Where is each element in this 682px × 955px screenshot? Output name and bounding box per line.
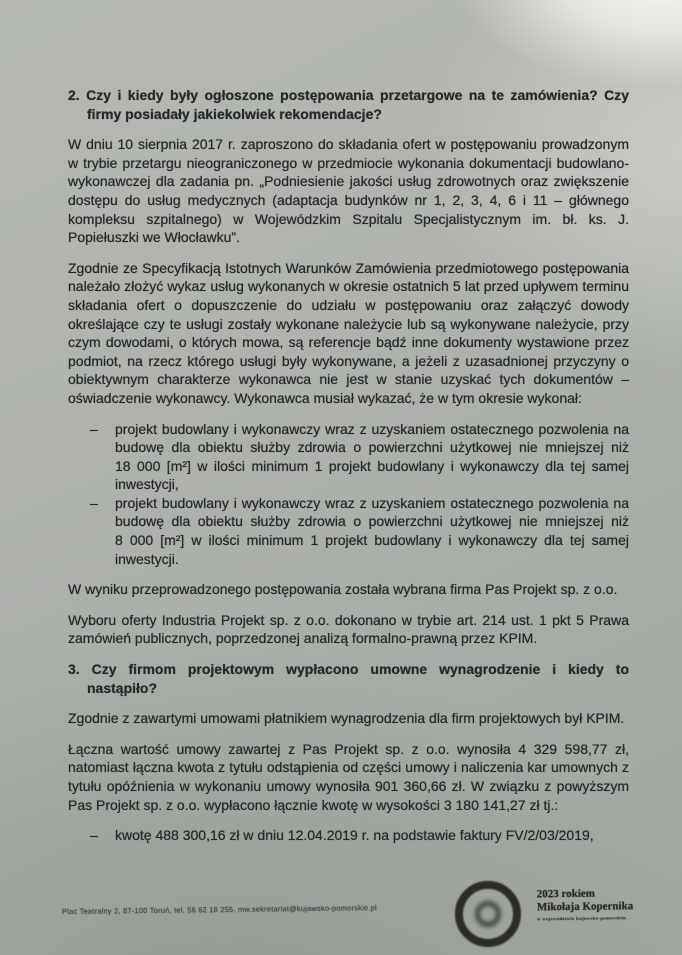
copernicus-eye-icon [455, 881, 522, 948]
paragraph-invitation: W dniu 10 sierpnia 2017 r. zaproszono do składania ofert w postępowaniu prowadzonym w trybie przetargu nieograniczonego w przedmiocie wykonania dokumentacji budowlano-wykonawczej dla zadania pn. „Podniesienie jakości usług zdrowotnych oraz zwiększenie dostępu do usług medycznych (adaptacja budynków nr 1, 2, 3, 4, 6 i 11 – głównego kompleksu szpitalnego) w Wojewódzkim Szpitalu Specjalistycznym im. bł. ks. J. Popiełuszki we Włocławku”. [68, 136, 629, 246]
list-item-text: projekt budowlany i wykonawczy wraz z uzyskaniem ostatecznego pozwolenia na budowę dla obiektu służby zdrowia o powierzchni użytkowej nie mniejszej niż 8 000 [m²] w ilości minimum 1 projekt budowlany i wykonawczy dla tej samej inwestycji. [115, 494, 629, 567]
question-2-heading: 2. Czy i kiedy były ogłoszone postępowania przetargowe na te zamówienia? Czy firmy posiadały jakiekolwiek rekomendacje? [68, 87, 629, 122]
footer-address: Plac Teatralny 2, 87-100 Toruń, tel. 56 62 18 255, mw.sekretariat@kujawsko-pomorskie.pl [61, 903, 377, 916]
paragraph-amounts: Łączna wartość umowy zawartej z Pas Projekt sp. z o.o. wynosiła 4 329 598,77 zł, natomiast łączna kwota z tytułu odstąpienia od części umowy i naliczenia kar umownych z tytułu opóźnienia w wykonaniu umowy wynosiła 901 360,66 zł. W związku z powyższym Pas Projekt sp. z o.o. wypłacono łącznie kwotę w wysokości 3 180 141,27 zł tj.: [68, 740, 629, 813]
list-item [68, 826, 629, 845]
copernicus-logo-text [537, 887, 634, 922]
paragraph-result: W wyniku przeprowadzonego postępowania została wybrana firma Pas Projekt sp. z o.o. [68, 581, 618, 598]
logo-line-2: Mikołaja Kopernika [536, 900, 634, 914]
list-item [68, 494, 629, 568]
logo-line-1: 2023 rokiem [536, 887, 595, 901]
page-content [68, 86, 629, 857]
requirements-list [68, 420, 629, 569]
dash-marker: – [90, 420, 98, 437]
logo-line-3: w województwie kujawsko-pomorskim [537, 915, 627, 922]
list-item-text: projekt budowlany i wykonawczy wraz z uzyskaniem ostatecznego pozwolenia na budowę dla obiektu służby zdrowia o powierzchni użytkowej nie mniejszej niż 18 000 [m²] w ilości minimum 1 projekt budowlany i wykonawczy dla tej samej inwestycji, [115, 420, 629, 493]
payments-list [68, 826, 629, 845]
dash-marker: – [90, 827, 98, 844]
question-3-heading: 3. Czy firmom projektowym wypłacono umowne wynagrodzenie i kiedy to nastąpiło? [68, 661, 629, 696]
dash-marker: – [90, 494, 98, 511]
list-item [68, 420, 629, 494]
paragraph-siwz: Zgodnie ze Specyfikacją Istotnych Warunków Zamówienia przedmiotowego postępowania należało złożyć wykaz usług wykonanych w okresie ostatnich 5 lat przed upływem terminu składania ofert o dopuszczenie do udziału w postępowaniu oraz załączyć dowody określające czy te usługi zostały wykonane należycie lub są wykonywane należycie, przy czym dowodami, o których mowa, są referencje bądź inne dokumenty wystawione przez podmiot, na rzecz którego usługi były wykonywane, a jeżeli z uzasadnionej przyczyny o obiektywnym charakterze wykonawca nie jest w stanie uzyskać tych dokumentów – oświadczenie wykonawcy. Wykonawca musiał wykazać, że w tym okresie wykonał: [68, 259, 629, 406]
copernicus-2023-logo [449, 875, 680, 955]
paragraph-selection: Wyboru oferty Industria Projekt sp. z o.o. dokonano w trybie art. 214 ust. 1 pkt 5 Prawa zamówień publicznych, poprzedzonej analizą formalno-prawną przez KPIM. [68, 611, 629, 647]
paragraph-payer: Zgodnie z zawartymi umowami płatnikiem wynagrodzenia dla firm projektowych był KPIM. [68, 710, 625, 727]
list-item-text: kwotę 488 300,16 zł w dniu 12.04.2019 r. na podstawie faktury FV/2/03/2019, [115, 827, 594, 844]
